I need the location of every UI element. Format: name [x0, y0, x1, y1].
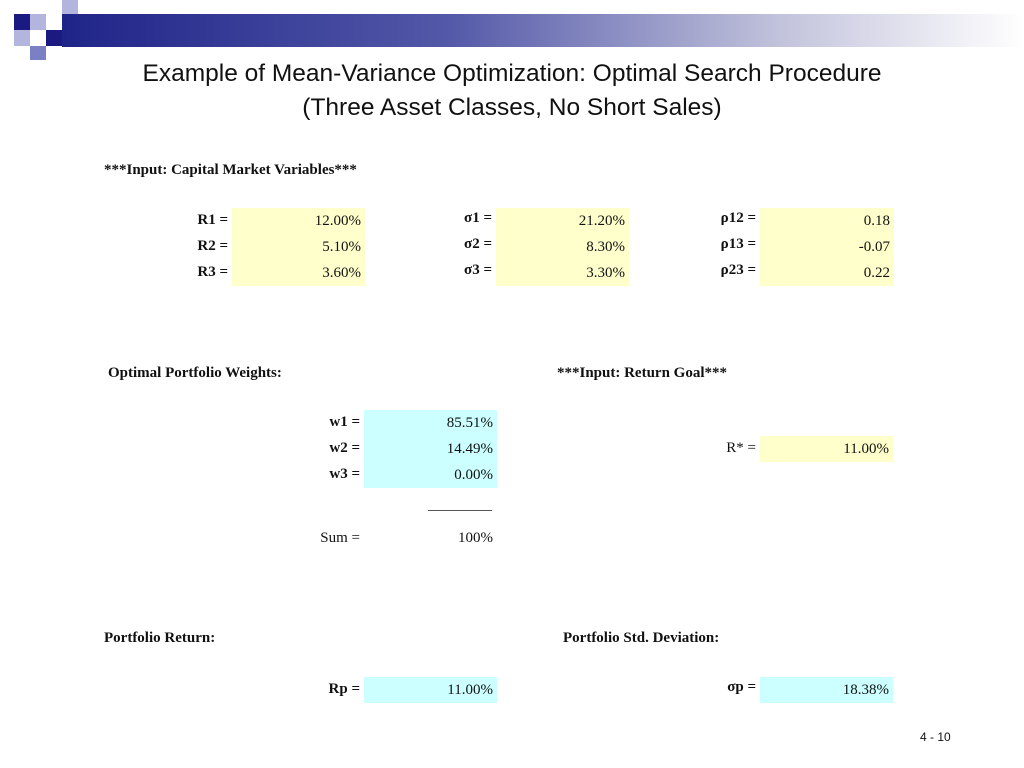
w3-label: w3 =	[329, 466, 360, 482]
r-star-value: 11.00%	[760, 436, 893, 462]
header-square-navy-2	[46, 30, 62, 46]
r2-value: 5.10%	[232, 234, 365, 260]
sum-label: Sum =	[320, 530, 360, 546]
portfolio-return-heading: Portfolio Return:	[104, 630, 216, 646]
sigma2-label: σ2 =	[464, 236, 492, 252]
sum-divider	[428, 498, 492, 511]
sigma1-label: σ1 =	[464, 210, 492, 226]
r1-label: R1 =	[197, 212, 228, 228]
sigma-p-value: 18.38%	[760, 677, 893, 703]
rho12-label: ρ12 =	[720, 210, 756, 226]
header-square-light-1	[30, 14, 46, 30]
rho23-value: 0.22	[760, 260, 894, 286]
title-line-2: (Three Asset Classes, No Short Sales)	[302, 94, 722, 121]
portfolio-sd-heading: Portfolio Std. Deviation:	[563, 630, 720, 646]
header-square-light-3	[14, 30, 30, 46]
rp-value: 11.00%	[364, 677, 497, 703]
r3-value: 3.60%	[232, 260, 365, 286]
sigma3-value: 3.30%	[496, 260, 629, 286]
return-goal-heading: ***Input: Return Goal***	[557, 365, 728, 381]
r3-label: R3 =	[197, 264, 228, 280]
w3-value: 0.00%	[364, 462, 497, 488]
sigma1-value: 21.20%	[496, 208, 629, 234]
header-gradient-bar	[62, 14, 1024, 47]
rho13-label: ρ13 =	[720, 236, 756, 252]
rp-label: Rp =	[328, 681, 360, 697]
header-square-navy	[14, 14, 30, 30]
w2-value: 14.49%	[364, 436, 497, 462]
title-line-1: Example of Mean-Variance Optimization: Optimal Search Procedure	[142, 60, 882, 87]
sigma2-value: 8.30%	[496, 234, 629, 260]
slide-title	[0, 57, 1024, 125]
r-star-label: R* =	[726, 440, 756, 456]
r2-label: R2 =	[197, 238, 228, 254]
r1-value: 12.00%	[232, 208, 365, 234]
w1-label: w1 =	[329, 414, 360, 430]
w2-label: w2 =	[329, 440, 360, 456]
sigma3-label: σ3 =	[464, 262, 492, 278]
header-square-light-2	[62, 0, 78, 14]
rho12-value: 0.18	[760, 208, 894, 234]
capital-market-heading: ***Input: Capital Market Variables***	[104, 162, 357, 178]
w1-value: 85.51%	[364, 410, 497, 436]
rho23-label: ρ23 =	[720, 262, 756, 278]
sum-value: 100%	[458, 530, 493, 546]
rho13-value: -0.07	[760, 234, 894, 260]
sigma-p-label: σp =	[727, 679, 756, 695]
page-number: 4 - 10	[920, 730, 951, 744]
weights-heading: Optimal Portfolio Weights:	[108, 365, 282, 381]
